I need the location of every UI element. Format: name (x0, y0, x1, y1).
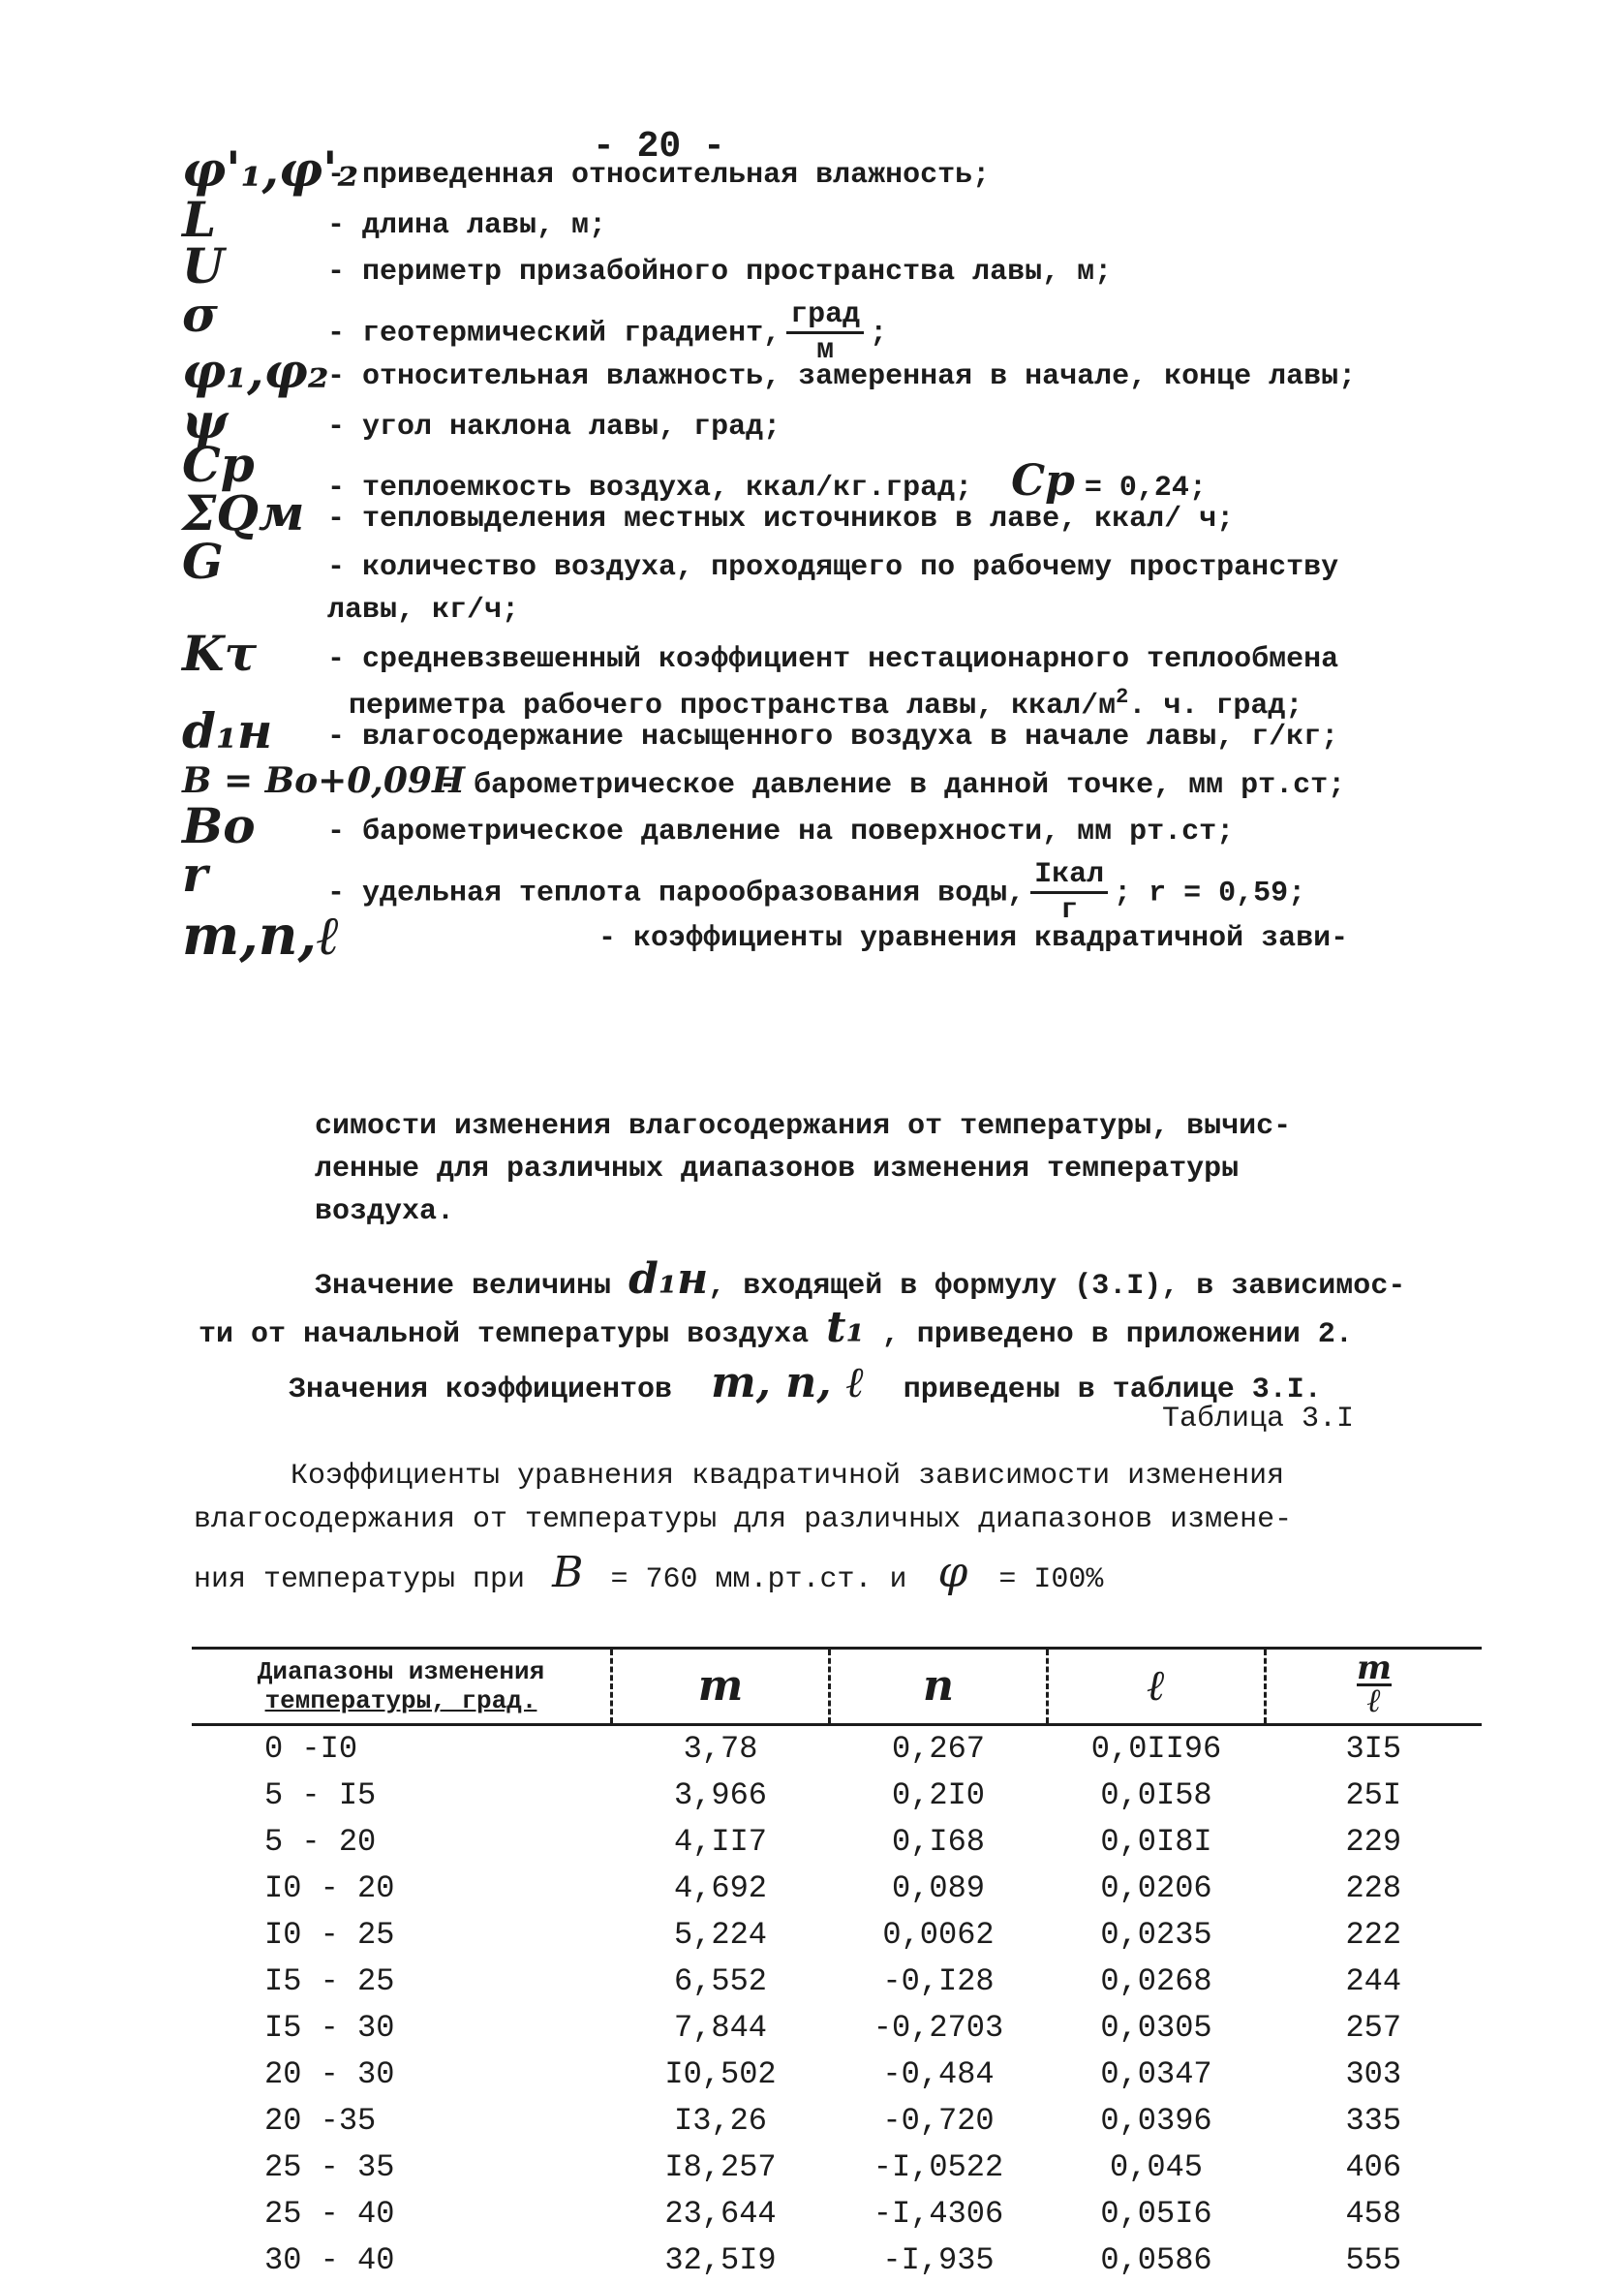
definition-text: - приведенная относительная влажность; (327, 159, 991, 192)
cell-m: 3,78 (683, 1731, 758, 1768)
cell-l: 0,0347 (1100, 2056, 1212, 2093)
cell-l: 0,0586 (1100, 2242, 1212, 2279)
definition-text: - периметр призабойного пространства лавы, м; (327, 256, 1113, 289)
cell-l: 0,0I8I (1100, 1824, 1212, 1861)
definition-text: - геотермический градиент, (327, 317, 781, 351)
cell-l: 0,0268 (1100, 1963, 1212, 2000)
cell-n: -0,484 (882, 2056, 995, 2093)
cell-n: -0,I28 (882, 1963, 995, 2000)
cell-m: 3,966 (673, 1777, 767, 1814)
definition-text: - количество воздуха, проходящего по рабочему пространству (327, 551, 1339, 584)
cell-ratio: 406 (1345, 2149, 1402, 2186)
definition-text: - барометрическое давление на поверхности, мм рт.ст; (327, 816, 1235, 849)
header-l: ℓ (1048, 1649, 1266, 1725)
table-row (192, 1866, 1482, 1912)
definition-symbol: m,n,ℓ (182, 904, 340, 968)
table-row (192, 1912, 1482, 1959)
cell-range: 30 - 40 (264, 2242, 395, 2279)
definition-text: - угол наклона лавы, град; (327, 411, 781, 444)
definition-symbol: Cp (182, 436, 255, 493)
cell-l: 0,0II96 (1090, 1731, 1222, 1768)
cell-n: 0,2I0 (891, 1777, 985, 1814)
definition-symbol: B = Bo+0,09H (182, 760, 465, 801)
header-range: Диапазоны изменения температуры, град. (192, 1649, 612, 1725)
page-number: - 20 - (593, 126, 725, 168)
cell-ratio: 228 (1345, 1870, 1402, 1907)
definition-symbol: φ'₁,φ'₂ (182, 140, 359, 198)
mnl-continuation-1: симости изменения влагосодержания от температуры, вычис- (315, 1110, 1292, 1143)
cell-range: I5 - 30 (264, 2010, 395, 2047)
definition-text: - тепловыделения местных источников в лаве, ккал/ ч; (327, 503, 1235, 536)
cell-n: 0,0062 (882, 1917, 995, 1954)
cell-ratio: 222 (1345, 1917, 1402, 1954)
cell-m: 4,II7 (673, 1824, 767, 1861)
cell-range: 5 - 20 (264, 1824, 377, 1861)
definition-symbol: φ₁,φ₂ (182, 342, 329, 399)
cell-l: 0,045 (1109, 2149, 1203, 2186)
cp-symbol: Cp (1011, 456, 1075, 506)
definition-text: - длина лавы, м; (327, 209, 607, 242)
definition-symbol: r (182, 846, 208, 903)
definition-symbol: U (182, 237, 225, 294)
cell-m: 7,844 (673, 2010, 767, 2047)
cell-range: 25 - 40 (264, 2196, 395, 2233)
cell-n: 0,267 (891, 1731, 985, 1768)
table-row (192, 1959, 1482, 2005)
cell-l: 0,0396 (1100, 2103, 1212, 2140)
cell-range: 20 -35 (264, 2103, 377, 2140)
table-caption-line2: влагосодержания от температуры для различных диапазонов измене- (194, 1503, 1293, 1536)
cell-range: I0 - 20 (264, 1870, 395, 1907)
cell-m: 32,5I9 (664, 2242, 777, 2279)
cell-n: -0,2703 (873, 2010, 1004, 2047)
paragraph-dh: Значение величины d₁н, входящей в формулу (3.I), в зависимос- (315, 1254, 1406, 1304)
cell-m: 6,552 (673, 1963, 767, 2000)
table-row (192, 2238, 1482, 2284)
definition-symbol: G (182, 533, 224, 590)
definition-text: - влагосодержание насыщенного воздуха в начале лавы, г/кг; (327, 721, 1339, 754)
cell-n: 0,089 (891, 1870, 985, 1907)
cell-m: 5,224 (673, 1917, 767, 1954)
definition-symbol: σ (182, 286, 218, 343)
header-m: m (612, 1649, 830, 1725)
cell-range: 25 - 35 (264, 2149, 395, 2186)
cell-ratio: 303 (1345, 2056, 1402, 2093)
table-row (192, 2098, 1482, 2145)
unit-fraction: $\frac{\text{град}}{м}$ (786, 300, 864, 365)
definition-text: - теплоемкость воздуха, ккал/кг.град; (327, 472, 973, 505)
definition-text: - относительная влажность, замеренная в начале, конце лавы; (327, 360, 1357, 393)
cell-ratio: 335 (1345, 2103, 1402, 2140)
definition-text: - удельная теплота парообразования воды, (327, 877, 1026, 911)
paragraph-dh-line2: ти от начальной температуры воздуха t₁ , приведено в приложении 2. (199, 1303, 1353, 1352)
definition-symbol: Bo (182, 797, 256, 854)
cell-ratio: 229 (1345, 1824, 1402, 1861)
mnl-continuation-3: воздуха. (315, 1195, 455, 1228)
table-row (192, 2191, 1482, 2238)
cell-ratio: 257 (1345, 2010, 1402, 2047)
definition-symbol: Kτ (182, 625, 258, 682)
cell-n: -0,720 (882, 2103, 995, 2140)
definition-text: - коэффициенты уравнения квадратичной зави- (598, 922, 1349, 955)
definition-text: - барометрическое давление в данной точке, мм рт.ст; (439, 769, 1346, 802)
cell-l: 0,0305 (1100, 2010, 1212, 2047)
mnl-continuation-2: ленные для различных диапазонов изменения температуры (315, 1153, 1240, 1186)
cell-l: 0,0206 (1100, 1870, 1212, 1907)
cell-l: 0,0I58 (1100, 1777, 1212, 1814)
cell-ratio: 458 (1345, 2196, 1402, 2233)
cell-range: I5 - 25 (264, 1963, 395, 2000)
definition-symbol: ψ (182, 392, 229, 449)
cell-ratio: 244 (1345, 1963, 1402, 2000)
paragraph-coefficients: Значения коэффициентов m, n, ℓ приведены в таблице 3.I. (289, 1358, 1322, 1407)
cell-m: 4,692 (673, 1870, 767, 1907)
cell-m: I3,26 (673, 2103, 767, 2140)
cell-range: I0 - 25 (264, 1917, 395, 1954)
cell-ratio: 3I5 (1345, 1731, 1402, 1768)
cell-m: I0,502 (664, 2056, 777, 2093)
header-ratio: $\frac{m}{\text{ℓ}}$ (1266, 1649, 1483, 1725)
cell-ratio: 555 (1345, 2242, 1402, 2279)
cell-n: 0,I68 (891, 1824, 985, 1861)
table-caption-line1: Коэффициенты уравнения квадратичной зависимости изменения (291, 1460, 1285, 1493)
table-row (192, 1773, 1482, 1819)
table-label: Таблица 3.I (1162, 1403, 1355, 1435)
cell-m: 23,644 (664, 2196, 777, 2233)
cell-l: 0,0235 (1100, 1917, 1212, 1954)
cell-n: -I,4306 (873, 2196, 1004, 2233)
cell-l: 0,05I6 (1100, 2196, 1212, 2233)
table-row (192, 2005, 1482, 2052)
cell-ratio: 25I (1345, 1777, 1402, 1814)
definition-symbol: ΣQм (182, 484, 305, 541)
definition-symbol: L (182, 191, 217, 248)
cell-range: 0 -I0 (264, 1731, 358, 1768)
table-caption-line3: ния температуры при B = 760 мм.рт.ст. и φ = I00% (194, 1548, 1104, 1597)
header-n: n (830, 1649, 1048, 1725)
definition-symbol: d₁н (182, 702, 273, 759)
coefficients-table (192, 1647, 1482, 2284)
cell-range: 20 - 30 (264, 2056, 395, 2093)
table-row (192, 1724, 1482, 1773)
cell-n: -I,0522 (873, 2149, 1004, 2186)
table-row (192, 2052, 1482, 2098)
cell-range: 5 - I5 (264, 1777, 377, 1814)
table-row (192, 1819, 1482, 1866)
cell-n: -I,935 (882, 2242, 995, 2279)
definition-text: - средневзвешенный коэффициент нестационарного теплообмена (327, 643, 1339, 676)
unit-fraction: $\frac{\text{Iкал}}{г}$ (1030, 860, 1108, 925)
table-row (192, 2145, 1482, 2191)
cell-m: I8,257 (664, 2149, 777, 2186)
